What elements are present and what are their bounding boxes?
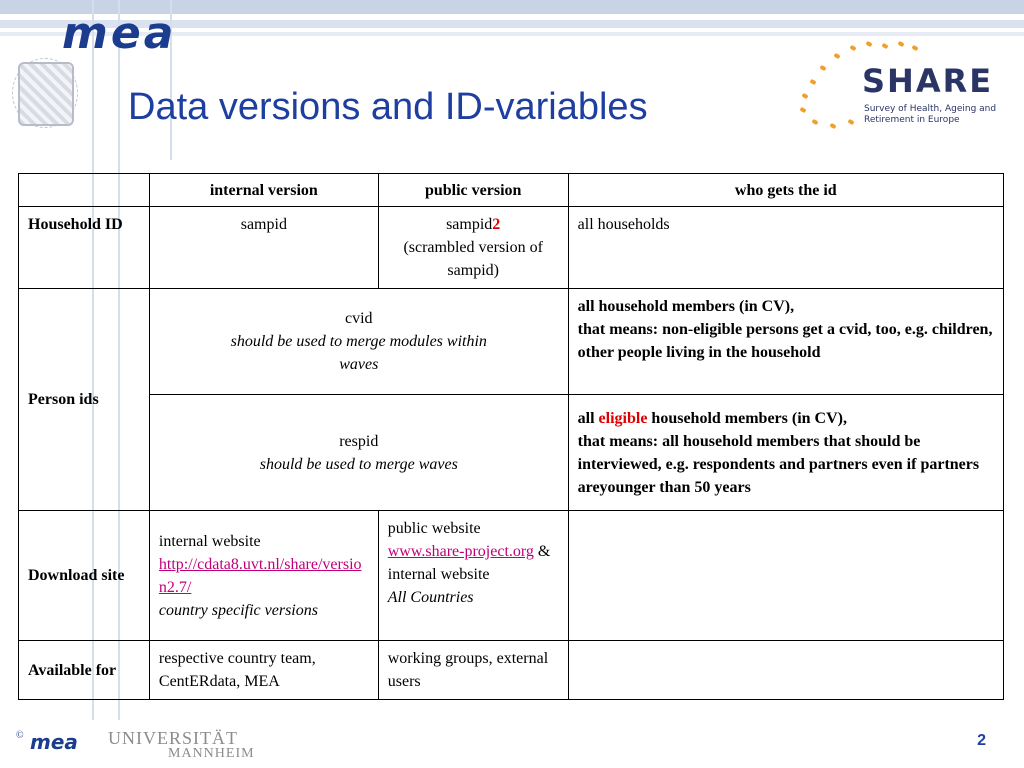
public-id-name: sampid — [446, 216, 493, 233]
respid-who-cell — [568, 395, 1003, 511]
available-who-cell — [568, 641, 1003, 700]
download-internal-cell — [149, 511, 378, 641]
id-variables-table — [18, 173, 1004, 700]
public-internal-website-label: internal website — [387, 566, 490, 583]
respid-name: respid — [339, 432, 379, 450]
household-public-cell — [378, 207, 568, 289]
row-label: Household ID — [19, 207, 150, 289]
table-row-available — [19, 641, 1004, 700]
star-dot-icon — [811, 119, 818, 125]
row-label: Download site — [19, 511, 150, 641]
respid-who-post: household members (in CV), — [651, 409, 847, 427]
cvid-who-line2: that means: non-eligible persons get a cvid, too, e.g. children, other people living in the household — [577, 321, 993, 361]
row-label: Person ids — [19, 289, 150, 511]
university-mannheim-logo — [108, 730, 255, 762]
star-dot-icon — [829, 123, 836, 129]
university-word: UNIVERSITÄT — [108, 728, 238, 748]
cvid-cell — [149, 289, 568, 395]
star-dot-icon — [897, 41, 904, 47]
public-website-note: All Countries — [387, 589, 474, 606]
internal-website-note: country specific versions — [158, 601, 318, 619]
star-dot-icon — [911, 45, 918, 51]
table-row-cvid — [19, 289, 1004, 395]
star-dot-icon — [849, 45, 856, 51]
download-public-cell — [378, 511, 568, 641]
respid-who-line2: that means: all household members that should be interviewed, e.g. respondents and partners even if partners areyounger than 50 years — [577, 432, 980, 496]
ampersand: & — [537, 543, 551, 560]
available-internal-cell: respective country team, CentERdata, MEA — [149, 641, 378, 700]
share-wordmark: SHARE — [862, 62, 994, 100]
table-row-household — [19, 207, 1004, 289]
eligible-highlight: eligible — [598, 409, 648, 427]
city-word: MANNHEIM — [168, 746, 255, 761]
public-id-suffix: 2 — [492, 216, 501, 233]
star-dot-icon — [799, 107, 806, 113]
household-who-cell: all households — [568, 207, 1003, 289]
footer-mea-logo: mea — [30, 730, 78, 754]
cvid-who-line1: all household members (in CV), — [577, 298, 795, 315]
share-subtitle: Survey of Health, Ageing and Retirement in Europe — [864, 104, 997, 125]
respid-note: should be used to merge waves — [259, 455, 458, 473]
page-number: 2 — [977, 732, 986, 749]
star-dot-icon — [881, 43, 888, 49]
star-dot-icon — [833, 53, 840, 59]
public-id-note: (scrambled version of sampid) — [403, 239, 543, 279]
respid-cell — [149, 395, 568, 511]
cvid-note: should be used to merge modules within waves — [230, 333, 487, 373]
share-logo — [790, 40, 1010, 136]
mea-logo: mea — [62, 8, 177, 59]
row-label: Available for — [19, 641, 150, 700]
star-dot-icon — [819, 65, 826, 71]
column-header — [19, 174, 150, 207]
table-header-row — [19, 174, 1004, 207]
table-row-respid — [19, 395, 1004, 511]
star-dot-icon — [809, 79, 816, 85]
star-dot-icon — [801, 93, 808, 99]
column-header: internal version — [149, 174, 378, 207]
public-website-label: public website — [387, 520, 481, 537]
cvid-name: cvid — [345, 310, 373, 327]
internal-website-link[interactable]: http://cdata8.uvt.nl/share/version2.7/ — [158, 555, 362, 596]
star-dot-icon — [865, 41, 872, 47]
university-seal-icon — [18, 62, 74, 126]
household-internal-cell: sampid — [149, 207, 378, 289]
page-title: Data versions and ID-variables — [128, 86, 648, 128]
respid-who-pre: all — [577, 409, 595, 427]
table-row-download — [19, 511, 1004, 641]
cvid-who-cell — [568, 289, 1003, 395]
available-public-cell: working groups, external users — [378, 641, 568, 700]
column-header: public version — [378, 174, 568, 207]
copyright-symbol: © — [16, 730, 24, 741]
column-header: who gets the id — [568, 174, 1003, 207]
download-who-cell — [568, 511, 1003, 641]
star-dot-icon — [847, 119, 854, 125]
internal-website-label: internal website — [158, 532, 261, 550]
public-website-link[interactable]: www.share-project.org — [387, 543, 534, 560]
